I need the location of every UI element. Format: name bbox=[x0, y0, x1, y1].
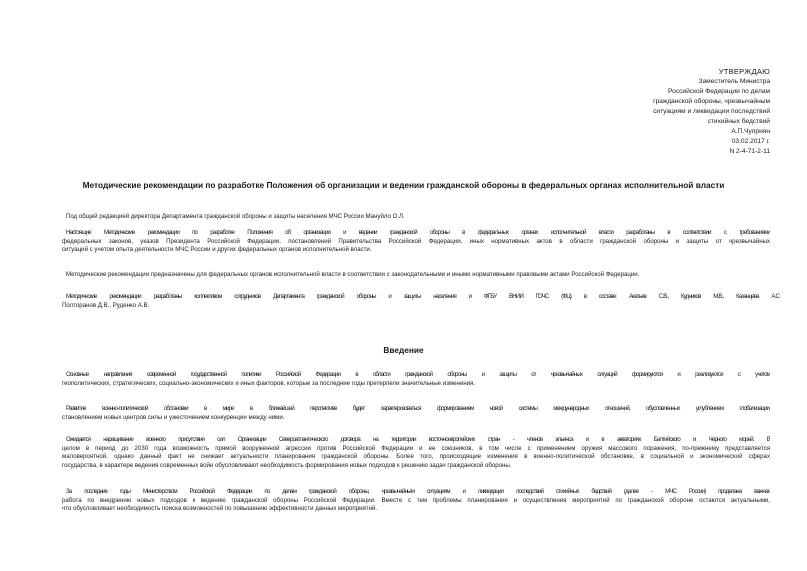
paragraph-line: государства, в характере ведения современных войн обусловливают необходимость формирования новых подходов к решению задач гражданской обороны. bbox=[62, 461, 512, 469]
intro-paragraph-3 bbox=[62, 293, 780, 310]
approval-number: N 2-4-71-2-11 bbox=[729, 148, 770, 155]
paragraph-line: федеральных законов, указов Президента Российской Федерации, постановлений Правительства Российской Федерации, иных нормативных актов в области гражданской обороны и защиты от чрезвычайных bbox=[62, 237, 770, 245]
approval-line: Заместитель Министра bbox=[698, 78, 770, 85]
paragraph-line: ситуаций с учетом опыта деятельности МЧС России и других федеральных органов исполнительной власти. bbox=[62, 246, 372, 253]
approval-signatory: А.П.Чуприян bbox=[731, 128, 770, 135]
approval-line: ситуациям и ликвидации последствий bbox=[653, 108, 770, 115]
intro-paragraph-2 bbox=[66, 271, 766, 280]
paragraph-line: Методические рекомендации разработаны коллективом сотрудников Департамента гражданской обороны и защиты населения и ФГБУ ВНИИ ГОЧС (ФЦ) в составе: Акатьев С.В., Кудников М.В., Казанцева А.С. bbox=[66, 293, 780, 300]
approval-line: гражданской обороны, чрезвычайным bbox=[653, 98, 770, 105]
paragraph-line: что обусловливает необходимость поиска возможностей по повышению эффективности данных мероприятий. bbox=[62, 505, 378, 512]
intro-paragraph-1 bbox=[62, 229, 770, 255]
section-title: Введение bbox=[383, 345, 424, 355]
approval-date: 03.02.2017 г. bbox=[731, 138, 770, 145]
section-paragraph-1 bbox=[62, 371, 770, 388]
section-paragraph-4 bbox=[62, 488, 770, 514]
paragraph-line: Настоящие Методические рекомендации по разработке Положения об организации и ведении гражданской обороны в федеральных органах исполнительной власти разработаны в соответствии с требованиями bbox=[66, 229, 770, 236]
paragraph-line: маловероятной, однако данный факт не снижает актуальности планирования гражданской обороны. Более того, происходящие изменения в военно-политической обстановке, в социальной и экономической сферах bbox=[62, 453, 770, 460]
paragraph-line: целом в период до 2030 года возможность прямой вооруженной агрессии против Российской Федерации и ее союзников, в том числе с применением оружия массового поражения, по-прежнему представляется bbox=[62, 444, 770, 452]
paragraph-line: геополитических, стратегических, социально-экономических и иных факторов, которые за последние годы претерпели значительные изменения. bbox=[62, 379, 475, 387]
approval-heading: УТВЕРЖДАЮ bbox=[718, 67, 770, 76]
paragraph-line: Ожидается наращивание военного присутствия сил Организации Североатлантического договора на территории восточноевропейских стран - членов альянса и в акваториях Балтийского и Черного морей. В bbox=[66, 436, 770, 443]
paragraph-line: становлением новых центров силы и ужесточением конкуренции между ними. bbox=[62, 413, 285, 421]
paragraph-line: За последние годы Министерством Российской Федерации по делам гражданской обороны, чрезвычайным ситуациям и ликвидации последствий стихийных бедствий (далее - МЧС России) проделана важная bbox=[66, 488, 770, 495]
approval-line: Российской Федерации по делам bbox=[668, 88, 770, 95]
approval-line: стихийных бедствий bbox=[707, 118, 770, 125]
section-paragraph-3 bbox=[62, 436, 770, 470]
paragraph-line: Основные направления современной государственной политики Российской Федерации в области гражданской обороны и защиты от чрезвычайных ситуаций формируются и реализуются с учетом bbox=[66, 371, 770, 378]
section-paragraph-2 bbox=[62, 405, 770, 422]
paragraph-line: работа по внедрению новых подходов к ведению гражданской обороны Российской Федерации. Вместе с тем проблемы планирования и осуществления мероприятий по гражданской обороне остаются актуальными, bbox=[62, 496, 770, 504]
paragraph-line: Развитие военно-политической обстановки в мире в ближайшей перспективе будет характеризоваться формированием новой системы международных отношений, обусловленных углублением глобализации, bbox=[66, 405, 770, 412]
paragraph-line: Методические рекомендации предназначены для федеральных органов исполнительной власти в соответствии с законодательными и иными нормативными правовыми актами Российской Федерации. bbox=[66, 271, 640, 278]
document-title: Методические рекомендации по разработке Положения об организации и ведении гражданской обороны в федеральных органах исполнительной власти bbox=[82, 180, 725, 190]
editorial-note bbox=[66, 213, 766, 222]
approval-block bbox=[570, 67, 770, 157]
paragraph-line: Полторанов Д.В., Руденко А.В. bbox=[62, 301, 150, 309]
editorial-note-text: Под общей редакцией директора Департамента гражданской обороны и защиты населения МЧС России Мануйло О.Л. bbox=[66, 213, 405, 220]
